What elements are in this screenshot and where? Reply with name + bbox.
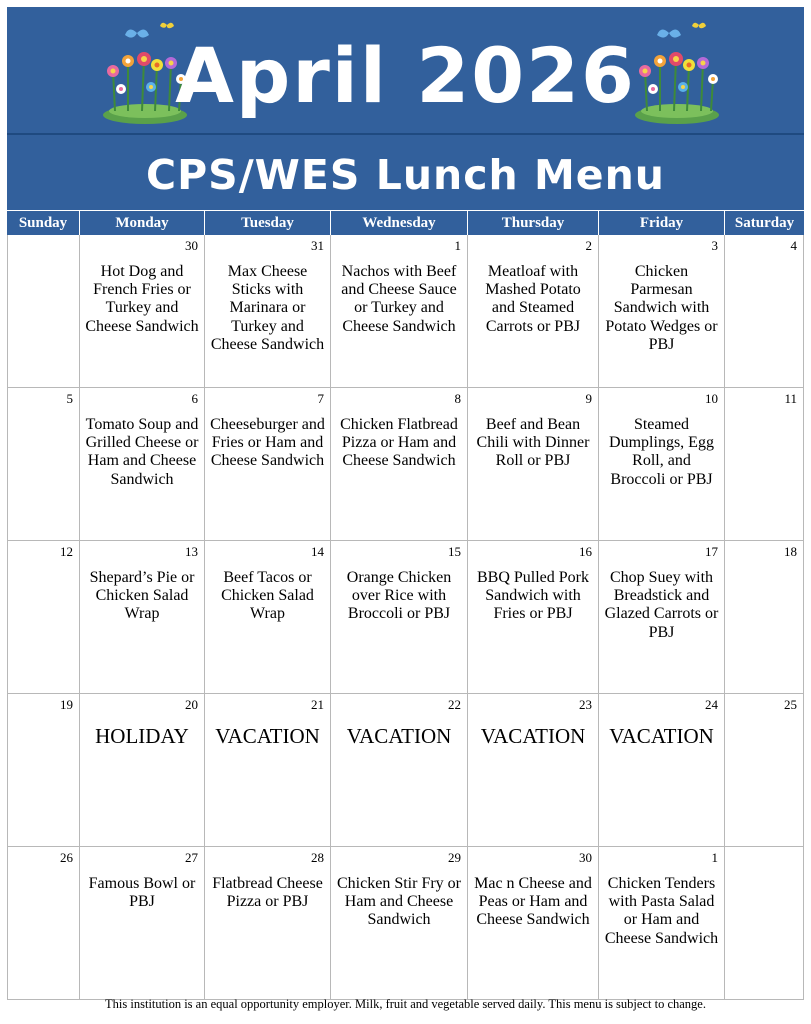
meal-text: Flatbread Cheese Pizza or PBJ <box>212 875 323 911</box>
weekday-header: Tuesday <box>205 211 331 235</box>
day-number: 23 <box>579 697 592 712</box>
day-cell <box>205 847 331 999</box>
weekday-header: Monday <box>80 211 205 235</box>
meal-text: Hot Dog and French Fries or Turkey and Cheese Sandwich <box>85 263 199 335</box>
day-cell <box>205 541 331 693</box>
day-number: 4 <box>790 238 797 253</box>
day-cell <box>599 235 725 387</box>
meal-text: Chicken Tenders with Pasta Salad or Ham and Cheese Sandwich <box>604 875 719 947</box>
day-number: 10 <box>705 391 718 406</box>
day-cell <box>725 847 804 999</box>
day-cell <box>80 847 205 999</box>
day-number: 5 <box>66 391 73 406</box>
day-cell <box>468 694 599 846</box>
day-number: 28 <box>311 850 324 865</box>
meal-text: Meatloaf with Mashed Potato and Steamed Carrots or PBJ <box>485 263 581 335</box>
weekday-header-row <box>7 211 804 235</box>
meal-text: Steamed Dumplings, Egg Roll, and Broccoli or PBJ <box>609 416 714 488</box>
month-title: April 2026 <box>175 31 636 120</box>
meal-text: Nachos with Beef and Cheese Sauce or Turkey and Cheese Sandwich <box>341 263 457 335</box>
calendar-weeks <box>7 235 804 1000</box>
meal-text: Cheeseburger and Fries or Ham and Cheese Sandwich <box>210 416 325 470</box>
day-number: 1 <box>454 238 461 253</box>
meal-text: Orange Chicken over Rice with Broccoli or PBJ <box>346 569 452 623</box>
day-number: 31 <box>311 238 324 253</box>
day-cell <box>331 541 468 693</box>
meal-text: Chicken Parmesan Sandwich with Potato Wedges or PBJ <box>605 263 718 353</box>
banner-divider <box>7 133 804 135</box>
meal-text: Beef Tacos or Chicken Salad Wrap <box>221 569 314 623</box>
day-cell <box>7 847 80 999</box>
day-number: 6 <box>191 391 198 406</box>
day-cell <box>205 235 331 387</box>
day-number: 1 <box>711 850 718 865</box>
menu-title: CPS/WES Lunch Menu <box>146 151 665 199</box>
meal-text: Chicken Flatbread Pizza or Ham and Cheese Sandwich <box>340 416 458 470</box>
weekday-header: Sunday <box>7 211 80 235</box>
day-number: 2 <box>585 238 592 253</box>
meal-text: Mac n Cheese and Peas or Ham and Cheese Sandwich <box>474 875 592 929</box>
meal-text: Chicken Stir Fry or Ham and Cheese Sandwich <box>337 875 461 929</box>
day-number: 19 <box>60 697 73 712</box>
meal-text: VACATION <box>609 724 714 748</box>
day-cell <box>80 388 205 540</box>
day-cell <box>331 694 468 846</box>
day-number: 15 <box>448 544 461 559</box>
meal-text: Chop Suey with Breadstick and Glazed Carrots or PBJ <box>604 569 719 641</box>
weekday-header: Saturday <box>725 211 804 235</box>
day-number: 30 <box>185 238 198 253</box>
calendar-week-row <box>7 541 804 694</box>
weekday-header: Friday <box>599 211 725 235</box>
day-cell <box>7 694 80 846</box>
meal-text: VACATION <box>215 724 320 748</box>
day-cell <box>599 847 725 999</box>
day-number: 26 <box>60 850 73 865</box>
day-cell <box>725 541 804 693</box>
meal-text: VACATION <box>346 724 452 748</box>
day-cell <box>331 388 468 540</box>
day-number: 24 <box>705 697 718 712</box>
day-cell <box>468 847 599 999</box>
day-number: 29 <box>448 850 461 865</box>
day-number: 8 <box>454 391 461 406</box>
day-cell <box>80 541 205 693</box>
meal-text: BBQ Pulled Pork Sandwich with Fries or PBJ <box>476 569 589 623</box>
day-number: 9 <box>585 391 592 406</box>
weekday-header: Wednesday <box>331 211 468 235</box>
day-number: 25 <box>784 697 797 712</box>
calendar-week-row <box>7 235 804 388</box>
title-banner <box>7 7 804 210</box>
meal-text: Beef and Bean Chili with Dinner Roll or PBJ <box>476 416 590 470</box>
day-cell <box>205 388 331 540</box>
meal-text: Famous Bowl or PBJ <box>88 875 196 911</box>
day-number: 13 <box>185 544 198 559</box>
day-cell <box>80 694 205 846</box>
calendar-grid <box>7 211 804 1000</box>
meal-text: Tomato Soup and Grilled Cheese or Ham and Cheese Sandwich <box>85 416 199 488</box>
day-number: 16 <box>579 544 592 559</box>
day-number: 14 <box>311 544 324 559</box>
meal-text: Shepard’s Pie or Chicken Salad Wrap <box>89 569 195 623</box>
day-number: 12 <box>60 544 73 559</box>
day-cell <box>599 541 725 693</box>
day-cell <box>7 235 80 387</box>
meal-text: VACATION <box>480 724 586 748</box>
day-number: 17 <box>705 544 718 559</box>
day-cell <box>331 847 468 999</box>
day-cell <box>80 235 205 387</box>
day-cell <box>599 694 725 846</box>
day-cell <box>725 694 804 846</box>
day-cell <box>725 235 804 387</box>
day-cell <box>331 235 468 387</box>
day-number: 20 <box>185 697 198 712</box>
calendar-week-row <box>7 388 804 541</box>
meal-text: HOLIDAY <box>95 724 189 748</box>
day-number: 21 <box>311 697 324 712</box>
day-cell <box>205 694 331 846</box>
day-cell <box>7 388 80 540</box>
day-number: 27 <box>185 850 198 865</box>
calendar-week-row <box>7 694 804 847</box>
weekday-header: Thursday <box>468 211 599 235</box>
day-cell <box>599 388 725 540</box>
calendar-week-row <box>7 847 804 1000</box>
day-number: 3 <box>711 238 718 253</box>
day-number: 18 <box>784 544 797 559</box>
day-cell <box>725 388 804 540</box>
day-number: 22 <box>448 697 461 712</box>
day-cell <box>468 541 599 693</box>
day-number: 30 <box>579 850 592 865</box>
meal-text: Max Cheese Sticks with Marinara or Turkey and Cheese Sandwich <box>210 263 325 353</box>
footer-note: This institution is an equal opportunity employer. Milk, fruit and vegetable served daily. This menu is subject to change. <box>105 997 706 1011</box>
day-number: 11 <box>784 391 797 406</box>
day-number: 7 <box>317 391 324 406</box>
day-cell <box>7 541 80 693</box>
day-cell <box>468 235 599 387</box>
day-cell <box>468 388 599 540</box>
